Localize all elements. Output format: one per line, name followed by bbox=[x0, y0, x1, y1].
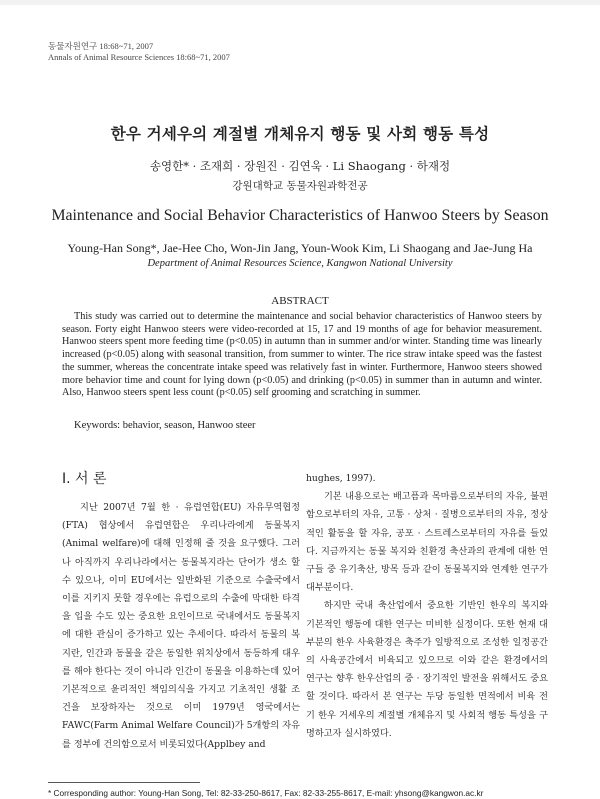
abstract-body: This study was carried out to determine the maintenance and social behavior characteristics of Hanwoo steers by season. Forty eight Hanwoo steers were video-recorded at 15, 17 and 19 months of age for behavior measurement. Hanwoo steers spent more feeding time (p<0.05) in autumn than in summer and/or winter. Standing time was linearly increased (p<0.05) along with seasonal transition, from summer to winter. The rice straw intake speed was the fastest the summer, whereas the concentrate intake speed was relatively fast in winter. Furthermore, Hanwoo steers showed more behavior time and count for lying down (p<0.05) and drinking (p<0.05) in summer than in autumn and winter. Also, Hanwoo steers spent less count (p<0.05) self grooming and scratching in summer. bbox=[62, 311, 542, 399]
body-column-left bbox=[62, 499, 300, 754]
affiliation-korean: 강원대학교 동물자원과학전공 bbox=[232, 180, 368, 192]
footnote-corresponding-author: * Corresponding author: Young-Han Song, Tel: 82-33-250-8617, Fax: 82-33-255-8617, E-mail: yhsong@kangwon.ac.kr bbox=[48, 788, 484, 798]
paper-title-korean: 한우 거세우의 계절별 개체유지 행동 및 사회 행동 특성 bbox=[110, 125, 490, 143]
abstract-heading: ABSTRACT bbox=[271, 295, 329, 307]
journal-citation-korean: 동물자원연구 18:68~71, 2007 bbox=[48, 41, 154, 51]
paragraph: 하지만 국내 축산업에서 중요한 기반인 한우의 복지와 기본적인 행동에 대한 연구는 미비한 실정이다. 또한 현재 대부분의 한우 사육환경은 축주가 일방적으로 조성한 일정공간의 사육공간에서 비육되고 있으므로 이와 같은 환경에서의 연구는 향후 한우산업의 중 · 장기적인 발전을 위해서도 중요할 것이다. 따라서 본 연구는 두당 동일한 면적에서 비육 전기 한우 거세우의 계절별 개체유지 및 사회적 행동 특성을 구명하고자 실시하였다. bbox=[306, 600, 548, 739]
paragraph: 지난 2007년 7월 한 · 유럽연합(EU) 자유무역협정 (FTA) 협상에서 유럽연합은 우리나라에게 동물복지 (Animal welfare)에 대해 인정해 줄 것을 요구했다. 그러나 아직까지 우리나라에서는 동물복지라는 단어가 생소 할 수 있으나, 이미 EU에서는 일반화된 기준으로 수출국에서 이를 지키지 못할 경우에는 유럽으로의 수출에 막대한 타격을 입을 수도 있는 중요한 요인이므로 국내에서도 동물복지에 대한 관심이 증가하고 있는 추세이다. 따라서 동물의 복지란, 인간과 동물을 같은 동일한 위치상에서 동등하게 대우를 해야 한다는 것이 아니라 인간이 동물을 이용하는데 있어 기본적으로 윤리적인 책임의식을 가지고 기초적인 생활 조건을 보장하자는 것으로 이미 1979년 영국에서는 FAWC(Farm Animal Welfare Council)가 5개항의 자유를 정부에 건의함으로서 비롯되었다(Applbey and bbox=[62, 502, 300, 750]
author-list-korean: 송영한* · 조재희 · 장원진 · 김연욱 · Li Shaogang · 하재정 bbox=[149, 159, 451, 173]
keywords: Keywords: behavior, season, Hanwoo steer bbox=[74, 420, 256, 431]
body-column-right bbox=[306, 470, 548, 743]
paper-title-english: Maintenance and Social Behavior Characteristics of Hanwoo Steers by Season bbox=[51, 207, 549, 224]
footnote-divider bbox=[48, 782, 200, 783]
paragraph: hughes, 1997). bbox=[306, 473, 376, 484]
scan-edge bbox=[0, 0, 600, 5]
paragraph: 기본 내용으로는 배고픔과 목마름으로부터의 자유, 불편함으로부터의 자유, 고통 · 상처 · 질병으로부터의 자유, 정상적인 활동을 할 자유, 공포 · 스트레스로부터의 자유를 들었다. 지금까지는 동물 복지와 친환경 축산과의 관계에 대한 연구들 중 유기축산, 방목 등과 같이 동물복지와 연계한 연구가 대부분이다. bbox=[306, 491, 548, 594]
affiliation-english: Department of Animal Resources Science, Kangwon National University bbox=[147, 258, 453, 269]
section-heading-introduction: Ⅰ. 서 론 bbox=[62, 471, 107, 487]
author-list-english: Young-Han Song*, Jae-Hee Cho, Won-Jin Jang, Youn-Wook Kim, Li Shaogang and Jae-Jung Ha bbox=[67, 241, 533, 255]
journal-citation-english: Annals of Animal Resource Sciences 18:68~71, 2007 bbox=[48, 52, 230, 62]
